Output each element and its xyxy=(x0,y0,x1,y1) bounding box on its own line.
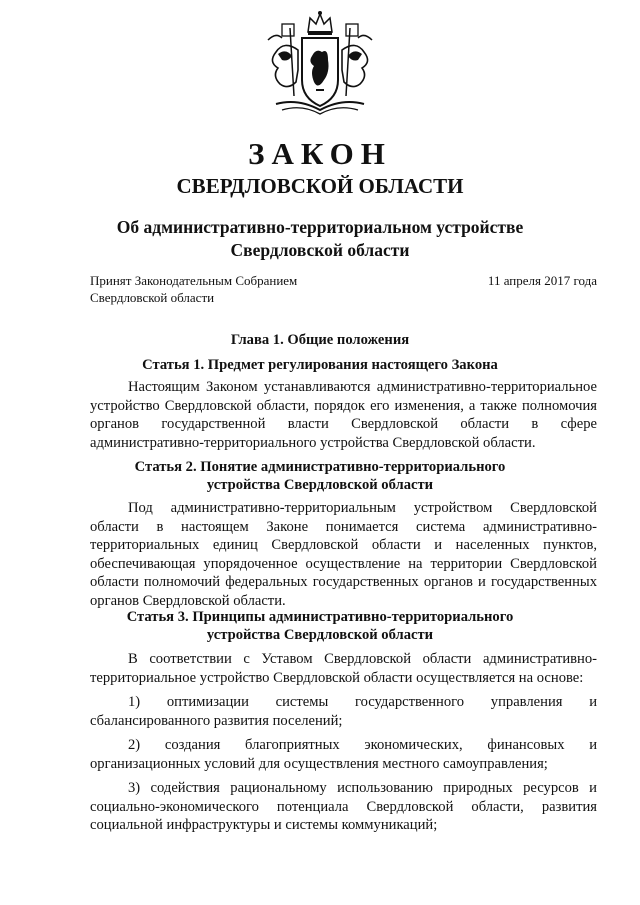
article-1-paragraph: Настоящим Законом устанавливаются административно-территориальное устройство Свердловской области, порядок его изменения, а также полномочия органов государственной власти Свердловской области в сфере административно-территориального устройства Свердловской области. xyxy=(90,379,597,451)
article-2-paragraph: Под административно-территориальным устройством Свердловской области в настоящем Законе понимается система административно-территориальных единиц Свердловской области и населенных пунктов, обеспечивающая упорядоченное осуществление на территории Свердловской области полномочий федеральных государственных органов и государственных органов Свердловской области. xyxy=(90,500,597,609)
adopted-line-2: Свердловской области xyxy=(90,290,215,305)
adopted-by xyxy=(90,272,350,306)
article-3-title xyxy=(0,608,640,644)
article-3-item-1: 1) оптимизации системы государственного управления и сбалансированного развития поселений; xyxy=(90,694,597,729)
chapter-heading: Глава 1. Общие положения xyxy=(230,332,410,348)
adoption-date: 11 апреля 2017 года xyxy=(487,273,597,288)
article-3-title-line-1: Статья 3. Принципы административно-территориального xyxy=(126,609,514,625)
coat-of-arms-emblem xyxy=(258,10,382,118)
law-title-line-2: Свердловской области xyxy=(230,240,410,260)
article-3-item-3: 3) содействия рациональному использованию природных ресурсов и социально-экономического потенциала Свердловской области, развития социальной инфраструктуры и системы коммуникаций; xyxy=(90,780,597,833)
article-2-title-line-1: Статья 2. Понятие административно-территориального xyxy=(134,459,506,475)
article-1-title: Статья 1. Предмет регулирования настоящего Закона xyxy=(142,357,498,373)
article-3-intro: В соответствии с Уставом Свердловской области административно-территориальное устройство Свердловской области осуществляется на основе: xyxy=(90,651,597,686)
article-3-item-2: 2) создания благоприятных экономических, финансовых и организационных условий для осуществления местного самоуправления; xyxy=(90,737,597,772)
article-2-title-line-2: устройства Свердловской области xyxy=(206,477,434,493)
law-title-line-1: Об административно-территориальном устройстве xyxy=(116,217,524,237)
article-2-title xyxy=(0,458,640,494)
article-3-title-line-2: устройства Свердловской области xyxy=(206,627,434,643)
region-heading: СВЕРДЛОВСКОЙ ОБЛАСТИ xyxy=(176,174,464,198)
adopted-line-1: Принят Законодательным Собранием xyxy=(90,273,298,288)
law-title xyxy=(0,216,640,262)
law-heading: ЗАКОН xyxy=(248,136,392,171)
